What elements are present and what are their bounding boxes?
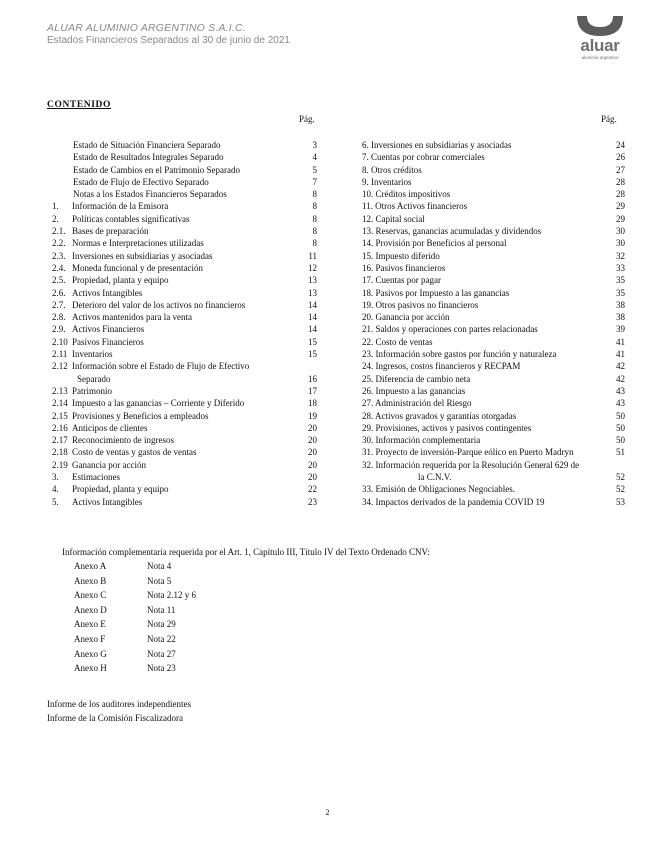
annex-name: Anexo E xyxy=(74,619,106,630)
toc-entry-page: 14 xyxy=(308,299,317,310)
toc-entry-page: 3 xyxy=(312,140,317,150)
toc-entry xyxy=(358,200,625,212)
toc-entry-page: 38 xyxy=(616,299,625,310)
toc-entry-page: 20 xyxy=(308,459,317,470)
toc-entry-label: Estado de Cambios en el Patrimonio Separado xyxy=(73,164,240,175)
toc-entry-label: Costo de ventas y gastos de ventas xyxy=(72,447,197,458)
toc-entry xyxy=(47,164,317,176)
toc-entry xyxy=(358,336,625,348)
toc-entry-label: Bases de preparación xyxy=(72,226,149,237)
toc-entry-label: Activos Intangibles xyxy=(72,496,143,507)
toc-entry-page: 20 xyxy=(308,435,317,446)
page-number: 2 xyxy=(325,808,330,817)
toc-entry-number: 2.9. xyxy=(52,324,66,335)
toc-entry xyxy=(358,139,625,151)
toc-entry-page: 42 xyxy=(616,361,625,372)
toc-entry-page: 5 xyxy=(312,164,317,175)
toc-entry-page: 20 xyxy=(308,422,317,433)
toc-entry-number: 5. xyxy=(52,496,59,507)
toc-entry xyxy=(47,459,317,471)
toc-entry-label: 9. Inventarios xyxy=(362,176,412,187)
toc-entry-number: 2.5. xyxy=(52,275,66,286)
toc-entry-label: 15. Impuesto diferido xyxy=(362,250,440,261)
toc-entry-number: 2.4. xyxy=(52,262,66,273)
annex-name: Anexo A xyxy=(74,561,107,571)
toc-entry-page: 43 xyxy=(616,398,625,409)
toc-entry-page: 28 xyxy=(616,176,625,187)
toc-entry-page: 29 xyxy=(616,213,625,224)
page-column-header-right: Pág. xyxy=(601,114,617,124)
document-subtitle: Estados Financieros Separados al 30 de junio de 2021 xyxy=(47,35,290,46)
toc-entry-label: 19. Otros pasivos no financieros xyxy=(362,299,479,310)
toc-entry-page: 8 xyxy=(312,213,317,224)
toc-entry-number: 2.1. xyxy=(52,226,66,237)
toc-entry xyxy=(47,496,317,508)
toc-entry-page: 38 xyxy=(616,312,625,323)
toc-entry-number: 2.14 xyxy=(52,398,68,409)
toc-entry-page: 41 xyxy=(616,336,625,347)
annex-note: Nota 5 xyxy=(147,575,172,586)
toc-entry-label: 34. Impactos derivados de la pandemia COVID 19 xyxy=(362,496,545,507)
toc-entry-page: 8 xyxy=(312,201,317,212)
toc-entry-page: 20 xyxy=(308,447,317,458)
toc-entry xyxy=(358,164,625,176)
company-name: ALUAR ALUMINIO ARGENTINO S.A.I.C. xyxy=(47,22,246,34)
toc-entry-label: 12. Capital social xyxy=(362,213,425,224)
toc-entry-label: Inversiones en subsidiarias y asociadas xyxy=(72,250,213,261)
toc-entry xyxy=(358,434,625,446)
contents-heading: CONTENIDO xyxy=(47,100,111,110)
toc-entry xyxy=(358,446,625,458)
toc-entry xyxy=(47,311,317,323)
toc-entry-page: 23 xyxy=(308,496,317,507)
toc-entry-label-cont: la C.N.V. xyxy=(418,472,452,483)
toc-entry-page: 18 xyxy=(308,398,317,409)
toc-entry-label: Información sobre el Estado de Flujo de Efectivo xyxy=(72,361,250,372)
toc-entry-page: 53 xyxy=(616,496,625,507)
annex-name: Anexo C xyxy=(74,590,107,601)
toc-entry-number: 2.19 xyxy=(52,459,68,470)
toc-entry-label: 28. Activos gravados y garantías otorgadas xyxy=(362,410,517,421)
toc-entry xyxy=(47,360,317,385)
complementary-info-text: Información complementaria requerida por el Art. 1, Capítulo III, Título IV del Texto Ordenado CNV: xyxy=(62,547,430,557)
toc-entry-page: 13 xyxy=(308,275,317,286)
toc-entry-page: 17 xyxy=(308,385,317,396)
toc-entry xyxy=(47,262,317,274)
toc-entry xyxy=(358,323,625,335)
toc-entry xyxy=(47,213,317,225)
toc-entry xyxy=(47,287,317,299)
toc-entry-label: Propiedad, planta y equipo xyxy=(72,275,169,286)
toc-left-column xyxy=(47,139,317,508)
toc-entry-label: Deterioro del valor de los activos no financieros xyxy=(72,299,246,310)
toc-entry-number: 2.10 xyxy=(52,336,68,347)
toc-entry-label: 30. Información complementaria xyxy=(362,435,481,446)
toc-entry-page: 24 xyxy=(616,140,625,150)
toc-entry xyxy=(358,225,625,237)
toc-entry xyxy=(358,151,625,163)
aluar-logo xyxy=(570,14,630,64)
toc-entry-number: 3. xyxy=(52,472,59,483)
toc-right-column xyxy=(358,139,625,508)
toc-entry-label: Inventarios xyxy=(72,349,113,360)
toc-entry-label: Provisiones y Beneficios a empleados xyxy=(72,410,209,421)
toc-entry-page: 11 xyxy=(308,250,317,261)
toc-entry xyxy=(358,287,625,299)
annex-name: Anexo G xyxy=(74,648,107,659)
toc-entry-label: Activos mantenidos para la venta xyxy=(72,312,192,323)
toc-entry-label-cont: Separado xyxy=(77,373,111,384)
toc-entry-page: 43 xyxy=(616,385,625,396)
toc-entry xyxy=(47,274,317,286)
logo-wordmark: aluar xyxy=(580,36,620,55)
toc-entry-label: 21. Saldos y operaciones con partes relacionadas xyxy=(362,324,538,335)
toc-entry-page: 8 xyxy=(312,189,317,200)
toc-entry-page: 50 xyxy=(616,422,625,433)
toc-entry xyxy=(47,348,317,360)
toc-entry-label: 31. Proyecto de inversión-Parque eólico en Puerto Madryn xyxy=(362,447,574,458)
toc-entry xyxy=(358,237,625,249)
toc-entry-number: 2.11 xyxy=(52,349,68,360)
toc-entry xyxy=(47,336,317,348)
toc-entry-page: 28 xyxy=(616,189,625,200)
toc-entry-page: 30 xyxy=(616,226,625,237)
toc-entry xyxy=(358,459,625,484)
toc-entry-page: 35 xyxy=(616,287,625,298)
annex-note: Nota 29 xyxy=(147,619,176,630)
toc-entry-page: 4 xyxy=(312,152,317,163)
toc-entry xyxy=(358,262,625,274)
toc-entry-page: 51 xyxy=(616,447,625,458)
toc-entry-label: 14. Provisión por Beneficios al personal xyxy=(362,238,507,249)
toc-entry-label: 26. Impuesto a las ganancias xyxy=(362,385,466,396)
toc-entry xyxy=(47,323,317,335)
toc-entry xyxy=(358,410,625,422)
toc-entry-page: 8 xyxy=(312,226,317,237)
toc-entry-page: 7 xyxy=(312,176,317,187)
toc-entry-number: 2.2. xyxy=(52,238,66,249)
toc-entry-number: 2.6. xyxy=(52,287,66,298)
toc-entry-label: Estimaciones xyxy=(72,472,120,483)
toc-entry-page: 14 xyxy=(308,324,317,335)
toc-entry-page: 52 xyxy=(616,472,625,483)
toc-entry xyxy=(47,471,317,483)
annex-note: Nota 22 xyxy=(147,633,176,644)
toc-entry-page: 39 xyxy=(616,324,625,335)
toc-entry xyxy=(358,422,625,434)
toc-entry xyxy=(358,397,625,409)
toc-entry xyxy=(47,434,317,446)
toc-entry-number: 2.7. xyxy=(52,299,66,310)
toc-entry xyxy=(358,213,625,225)
toc-entry-label: Patrimonio xyxy=(72,385,112,396)
toc-entry xyxy=(358,176,625,188)
annex-name: Anexo F xyxy=(74,633,106,644)
toc-entry-label: 11. Otros Activos financieros xyxy=(362,201,468,212)
toc-entry xyxy=(47,385,317,397)
toc-entry xyxy=(358,385,625,397)
toc-entry-label: 32. Información requerida por la Resolución General 629 de xyxy=(362,459,580,470)
toc-entry-label: 6. Inversiones en subsidiarias y asociadas xyxy=(362,140,512,150)
toc-entry-page: 50 xyxy=(616,435,625,446)
toc-entry xyxy=(358,373,625,385)
toc-entry xyxy=(47,225,317,237)
toc-entry xyxy=(358,483,625,495)
toc-entry-number: 2.18 xyxy=(52,447,68,458)
toc-entry-page: 16 xyxy=(308,373,317,384)
toc-entry xyxy=(358,496,625,508)
toc-entry-label: Activos Financieros xyxy=(72,324,145,335)
toc-entry-label: Notas a los Estados Financieros Separados xyxy=(73,189,227,200)
annex-note: Nota 4 xyxy=(147,561,172,571)
toc-entry-page: 12 xyxy=(308,262,317,273)
toc-entry-label: 8. Otros créditos xyxy=(362,164,422,175)
toc-entry-page: 20 xyxy=(308,472,317,483)
toc-entry-number: 2.12 xyxy=(52,361,68,372)
auditors-report-line: Informe de los auditores independientes xyxy=(47,699,191,709)
annex-name: Anexo D xyxy=(74,604,107,615)
toc-entry xyxy=(47,483,317,495)
toc-entry-label: 17. Cuentas por pagar xyxy=(362,275,441,286)
annex-note: Nota 2.12 y 6 xyxy=(147,590,196,601)
toc-entry-number: 4. xyxy=(52,484,59,495)
toc-entry-label: 10. Créditos impositivos xyxy=(362,189,451,200)
toc-entry xyxy=(47,200,317,212)
toc-entry-number: 2.15 xyxy=(52,410,68,421)
toc-entry-label: 23. Información sobre gastos por función y naturaleza xyxy=(362,349,557,360)
toc-entry-page: 22 xyxy=(308,484,317,495)
logo-mark-icon xyxy=(570,14,630,38)
toc-entry-label: Impuesto a las ganancias – Corriente y Diferido xyxy=(72,398,245,409)
toc-entry-label: Pasivos Financieros xyxy=(72,336,144,347)
toc-entry-page: 33 xyxy=(616,262,625,273)
toc-entry-number: 2.17 xyxy=(52,435,68,446)
toc-entry-label: 22. Costo de ventas xyxy=(362,336,433,347)
toc-entry-label: 25. Diferencia de cambio neta xyxy=(362,373,471,384)
toc-entry-label: Normas e Interpretaciones utilizadas xyxy=(72,238,204,249)
toc-entry xyxy=(47,237,317,249)
toc-entry-number: 2. xyxy=(52,213,59,224)
annex-note: Nota 11 xyxy=(147,604,176,615)
toc-entry xyxy=(47,188,317,200)
commission-report-line: Informe de la Comisión Fiscalizadora xyxy=(47,713,183,723)
toc-entry xyxy=(47,446,317,458)
toc-entry-page: 35 xyxy=(616,275,625,286)
toc-entry xyxy=(47,151,317,163)
toc-entry xyxy=(47,176,317,188)
toc-entry-page: 50 xyxy=(616,410,625,421)
toc-entry xyxy=(358,311,625,323)
toc-entry-label: Moneda funcional y de presentación xyxy=(72,262,203,273)
toc-entry-page: 15 xyxy=(308,336,317,347)
toc-entry xyxy=(358,274,625,286)
toc-entry xyxy=(47,299,317,311)
toc-entry xyxy=(358,299,625,311)
annex-note: Nota 27 xyxy=(147,648,176,659)
toc-entry-label: Políticas contables significativas xyxy=(72,213,190,224)
toc-entry-label: Ganancia por acción xyxy=(72,459,146,470)
toc-entry-page: 27 xyxy=(616,164,625,175)
toc-entry-label: Propiedad, planta y equipo xyxy=(72,484,169,495)
toc-entry-page: 13 xyxy=(308,287,317,298)
toc-entry-label: 18. Pasivos por Impuesto a las ganancias xyxy=(362,287,510,298)
toc-entry-page: 15 xyxy=(308,349,317,360)
toc-entry-label: 7. Cuentas por cobrar comerciales xyxy=(362,152,485,163)
toc-entry-number: 2.3. xyxy=(52,250,66,261)
toc-entry-label: Información de la Emisora xyxy=(72,201,169,212)
toc-entry-page: 41 xyxy=(616,349,625,360)
toc-entry-number: 2.8. xyxy=(52,312,66,323)
toc-entry xyxy=(358,348,625,360)
toc-entry-number: 2.16 xyxy=(52,422,68,433)
toc-entry-label: Estado de Flujo de Efectivo Separado xyxy=(73,176,209,187)
toc-entry-page: 29 xyxy=(616,201,625,212)
toc-entry xyxy=(47,410,317,422)
toc-entry-label: 13. Reservas, ganancias acumuladas y dividendos xyxy=(362,226,542,237)
toc-entry-number: 2.13 xyxy=(52,385,68,396)
toc-entry-label: 33. Emisión de Obligaciones Negociables. xyxy=(362,484,515,495)
toc-entry-label: Reconocimiento de ingresos xyxy=(72,435,174,446)
toc-entry-label: Activos Intangibles xyxy=(72,287,143,298)
annex-note: Nota 23 xyxy=(147,663,176,674)
toc-entry-label: Estado de Resultados Integrales Separado xyxy=(73,152,224,163)
toc-entry-number: 1. xyxy=(52,201,59,212)
toc-entry-page: 19 xyxy=(308,410,317,421)
toc-entry-page: 32 xyxy=(616,250,625,261)
toc-entry xyxy=(358,360,625,372)
toc-entry-page: 8 xyxy=(312,238,317,249)
toc-entry xyxy=(47,422,317,434)
page-column-header-left: Pág. xyxy=(299,114,315,124)
annex-name: Anexo B xyxy=(74,575,107,586)
toc-entry xyxy=(358,188,625,200)
toc-entry-page: 52 xyxy=(616,484,625,495)
toc-entry-page: 30 xyxy=(616,238,625,249)
toc-entry-label: 16. Pasivos financieros xyxy=(362,262,446,273)
toc-entry-page: 42 xyxy=(616,373,625,384)
toc-entry xyxy=(47,250,317,262)
toc-entry-label: 20. Ganancia por acción xyxy=(362,312,450,323)
toc-entry-page: 26 xyxy=(616,152,625,163)
toc-entry-label: 27. Administración del Riesgo xyxy=(362,398,472,409)
toc-entry-label: Anticipos de clientes xyxy=(72,422,148,433)
toc-entry-label: 24. Ingresos, costos financieros y RECPAM xyxy=(362,361,521,372)
toc-entry xyxy=(358,250,625,262)
toc-entry xyxy=(47,139,317,151)
toc-entry xyxy=(47,397,317,409)
toc-entry-label: Estado de Situación Financiera Separado xyxy=(73,140,221,150)
annex-name: Anexo H xyxy=(74,663,107,674)
logo-tagline: aluminio argentino xyxy=(581,55,619,60)
toc-entry-label: 29. Provisiones, activos y pasivos contingentes xyxy=(362,422,532,433)
toc-entry-page: 14 xyxy=(308,312,317,323)
